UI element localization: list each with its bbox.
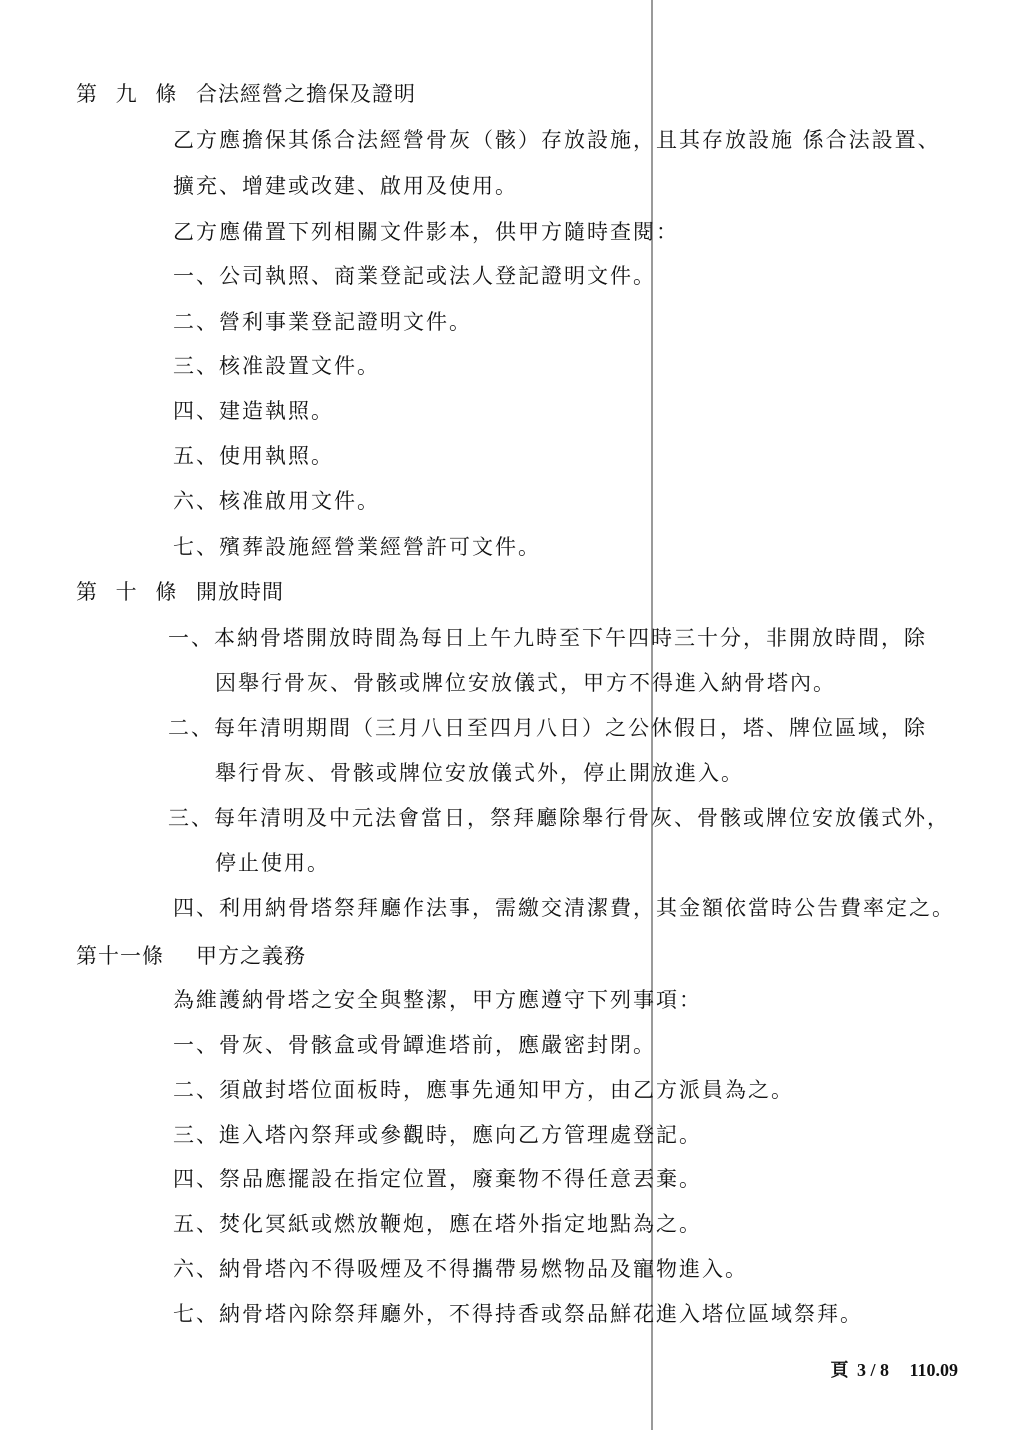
article-10-heading xyxy=(76,576,284,606)
article-9-item-5: 五、使用執照。 xyxy=(173,444,334,468)
article-9-paragraph-1-line-2: 擴充、增建或改建、啟用及使用。 xyxy=(173,174,518,198)
article-9-heading xyxy=(76,78,416,108)
article-9-number: 第 九 條 xyxy=(76,82,183,106)
article-9-title: 合法經營之擔保及證明 xyxy=(196,82,416,106)
article-10-number: 第 十 條 xyxy=(76,580,183,604)
article-10-item-3-line-1: 三、每年清明及中元法會當日，祭拜廳除舉行骨灰、骨骸或牌位安放儀式外， xyxy=(168,806,950,830)
article-11-number: 第十一條 xyxy=(76,944,164,968)
article-9-item-6: 六、核准啟用文件。 xyxy=(173,489,380,513)
article-11-item-5: 五、焚化冥紙或燃放鞭炮，應在塔外指定地點為之。 xyxy=(173,1212,702,1236)
article-10-item-4: 四、利用納骨塔祭拜廳作法事，需繳交清潔費，其金額依當時公告費率定之。 xyxy=(173,896,955,920)
article-11-item-2: 二、須啟封塔位面板時，應事先通知甲方，由乙方派員為之。 xyxy=(173,1078,794,1102)
page-label: 頁 xyxy=(830,1360,849,1380)
article-11-item-1: 一、骨灰、骨骸盒或骨罈進塔前，應嚴密封閉。 xyxy=(173,1033,656,1057)
article-11-item-7: 七、納骨塔內除祭拜廳外，不得持香或祭品鮮花進入塔位區域祭拜。 xyxy=(173,1302,863,1326)
article-9-item-4: 四、建造執照。 xyxy=(173,399,334,423)
article-10-item-1-line-1: 一、本納骨塔開放時間為每日上午九時至下午四時三十分，非開放時間，除 xyxy=(168,626,927,650)
article-10-item-3-line-2: 停止使用。 xyxy=(215,851,330,875)
article-10-item-2-line-2: 舉行骨灰、骨骸或牌位安放儀式外，停止開放進入。 xyxy=(215,761,744,785)
version-number: 110.09 xyxy=(909,1360,958,1380)
article-11-heading xyxy=(76,940,306,970)
page-number: 3 / 8 xyxy=(856,1360,889,1380)
article-9-item-3: 三、核准設置文件。 xyxy=(173,354,380,378)
article-10-item-2-line-1: 二、每年清明期間（三月八日至四月八日）之公休假日，塔、牌位區域，除 xyxy=(168,716,927,740)
article-11-item-3: 三、進入塔內祭拜或參觀時，應向乙方管理處登記。 xyxy=(173,1123,702,1147)
article-9-item-7: 七、殯葬設施經營業經營許可文件。 xyxy=(173,535,541,559)
article-10-title: 開放時間 xyxy=(196,580,284,604)
article-9-paragraph-1-line-1: 乙方應擔保其係合法經營骨灰（骸）存放設施，且其存放設施 係合法設置、 xyxy=(173,128,941,152)
article-9-paragraph-2: 乙方應備置下列相關文件影本，供甲方隨時查閱： xyxy=(173,220,679,244)
article-11-item-6: 六、納骨塔內不得吸煙及不得攜帶易燃物品及寵物進入。 xyxy=(173,1257,748,1281)
page-footer xyxy=(826,1356,958,1382)
article-9-item-2: 二、營利事業登記證明文件。 xyxy=(173,310,472,334)
article-11-intro: 為維護納骨塔之安全與整潔，甲方應遵守下列事項： xyxy=(173,988,702,1012)
article-11-title: 甲方之義務 xyxy=(196,944,306,968)
article-9-item-1: 一、公司執照、商業登記或法人登記證明文件。 xyxy=(173,264,656,288)
article-11-item-4: 四、祭品應擺設在指定位置，廢棄物不得任意丟棄。 xyxy=(173,1167,702,1191)
article-10-item-1-line-2: 因舉行骨灰、骨骸或牌位安放儀式，甲方不得進入納骨塔內。 xyxy=(215,671,836,695)
